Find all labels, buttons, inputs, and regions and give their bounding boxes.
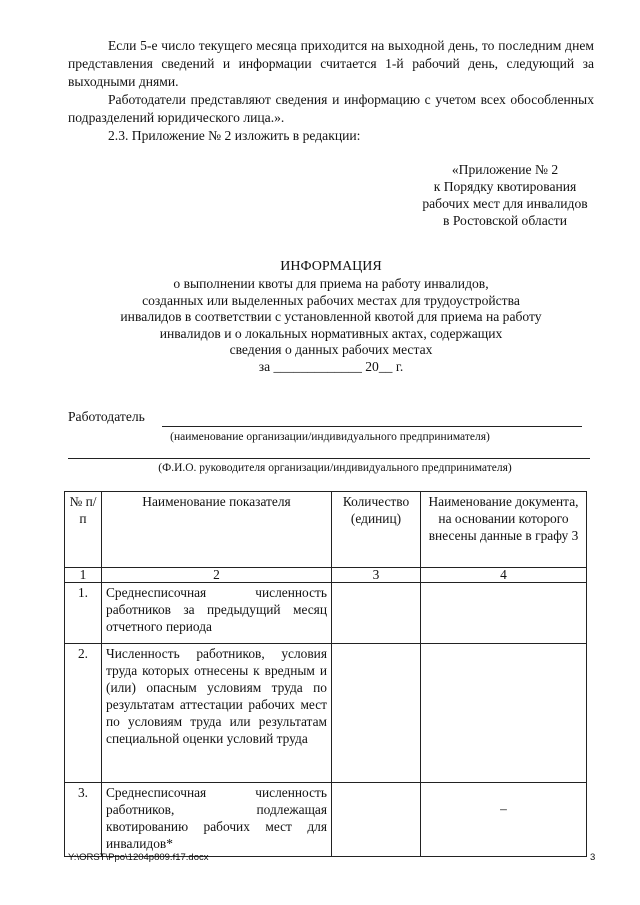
employer-label: Работодатель [68, 409, 145, 424]
header-qty: Количество (единиц) [332, 492, 421, 568]
row-num: 3. [65, 783, 102, 857]
appendix-block [400, 161, 610, 229]
column-number-row [65, 568, 587, 583]
table-header-row [65, 492, 587, 568]
footer-file-path: Y:\ORST\Ppo\1204p809.f17.docx [68, 852, 209, 863]
paragraph-subdivisions: Работодатели представляют сведения и информацию с учетом всех обособленных подразделений юридического лица.». [68, 92, 594, 125]
row-num: 2. [65, 644, 102, 783]
row-qty[interactable] [332, 783, 421, 857]
appendix-line: рабочих мест для инвалидов [422, 196, 588, 211]
col-number: 1 [65, 568, 102, 583]
row-indicator: Среднесписочная численность работников, подлежащая квотированию рабочих мест для инвалидов* [102, 783, 332, 857]
indicators-table [64, 491, 587, 857]
row-indicator: Среднесписочная численность работников за предыдущий месяц отчетного периода [102, 583, 332, 644]
table-row [65, 783, 587, 857]
table-row [65, 583, 587, 644]
appendix-line: в Ростовской области [443, 213, 567, 228]
form-period: за _____________ 20__ г. [258, 359, 404, 374]
table-row [65, 644, 587, 783]
director-name-caption: (Ф.И.О. руководителя организации/индивидуального предпринимателя) [158, 462, 512, 474]
employer-name-caption: (наименование организации/индивидуального предпринимателя) [170, 431, 490, 443]
col-number: 3 [332, 568, 421, 583]
header-doc: Наименование документа, на основании которого внесены данные в графу 3 [421, 492, 587, 568]
appendix-line: «Приложение № 2 [451, 162, 559, 177]
row-num: 1. [65, 583, 102, 644]
col-number: 4 [421, 568, 587, 583]
paragraph-weekend-rule: Если 5-е число текущего месяца приходится на выходной день, то последним днем представления сведений и информации считается 1-й рабочий день, следующий за выходными днями. [68, 38, 594, 89]
header-name: Наименование показателя [102, 492, 332, 568]
row-doc[interactable]: – [421, 783, 587, 857]
director-name-line [68, 458, 590, 459]
row-qty[interactable] [332, 644, 421, 783]
paragraph-appendix-intro: 2.3. Приложение № 2 изложить в редакции: [108, 128, 361, 143]
form-title: ИНФОРМАЦИЯ [280, 259, 382, 274]
footer-page-number: 3 [590, 852, 596, 863]
row-doc[interactable] [421, 583, 587, 644]
row-qty[interactable] [332, 583, 421, 644]
row-doc[interactable] [421, 644, 587, 783]
appendix-line: к Порядку квотирования [433, 179, 577, 194]
form-subtitle: о выполнении квоты для приема на работу инвалидов, созданных или выделенных рабочих местах для трудоустройства инвалидов в соответствии с установленной квотой для приема на работу инвалидов и о локальных нормативных актах, содержащих сведения о данных рабочих местах [120, 276, 542, 357]
header-num: № п/п [65, 492, 102, 568]
employer-name-line [162, 426, 582, 427]
row-indicator: Численность работников, условия труда которых отнесены к вредным и (или) опасным условиям труда по результатам аттестации рабочих мест по условиям труда или результатам специальной оценки условий труда [102, 644, 332, 783]
col-number: 2 [102, 568, 332, 583]
